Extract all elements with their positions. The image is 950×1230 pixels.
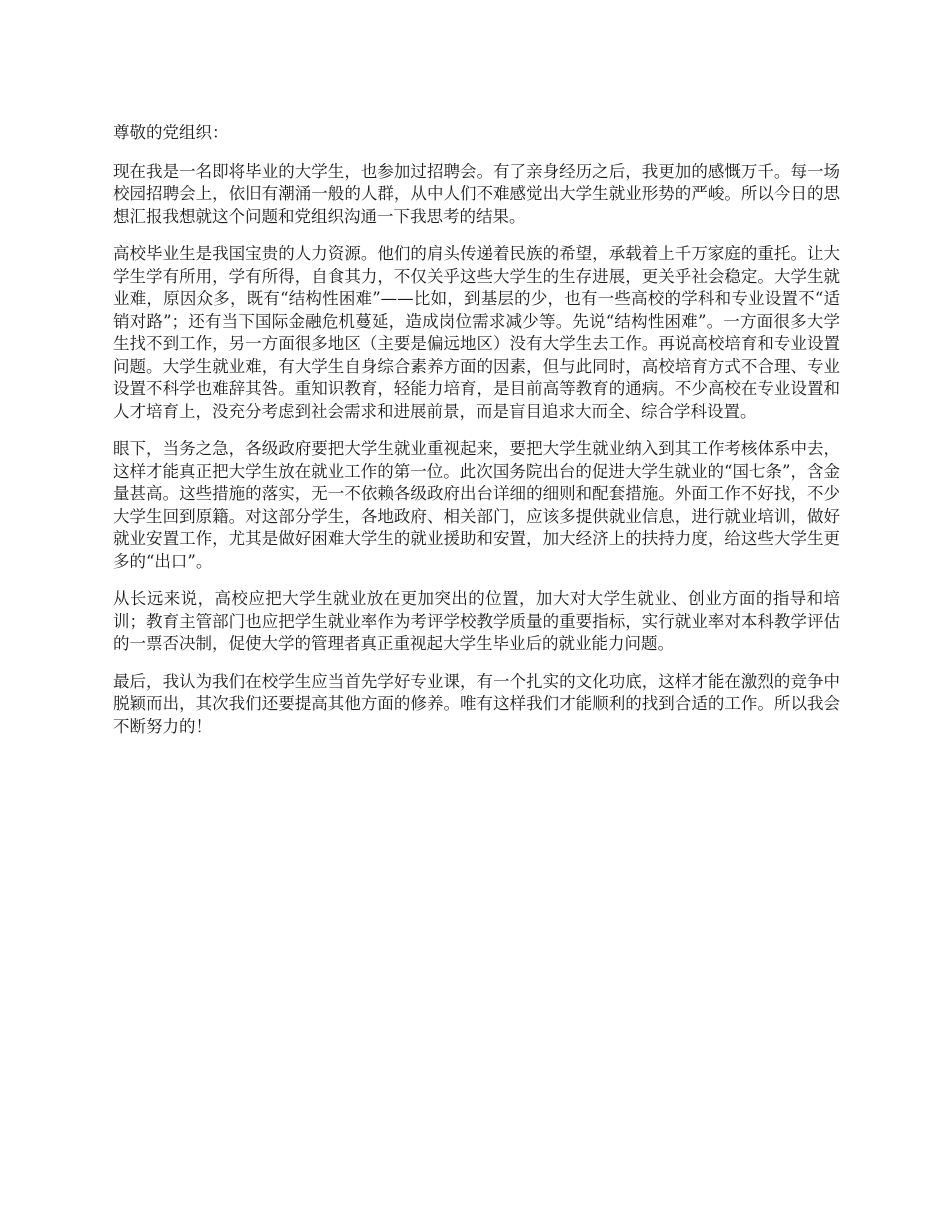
paragraph-5: 最后，我认为我们在校学生应当首先学好专业课，有一个扎实的文化功底，这样才能在激烈的竞争中脱颖而出，其次我们还要提高其他方面的修养。唯有这样我们才能顺利的找到合适的工作。所以我会不断努力的！ — [113, 671, 840, 736]
paragraph-4: 从长远来说，高校应把大学生就业放在更加突出的位置，加大对大学生就业、创业方面的指导和培训；教育主管部门也应把学生就业率作为考评学校教学质量的重要指标，实行就业率对本科教学评估的一票否决制，促使大学的管理者真正重视起大学生毕业后的就业能力问题。 — [113, 589, 840, 653]
letter-body — [113, 122, 840, 753]
paragraph-3: 眼下，当务之急，各级政府要把大学生就业重视起来，要把大学生就业纳入到其工作考核体系中去，这样才能真正把大学生放在就业工作的第一位。此次国务院出台的促进大学生就业的“国七条”，含金量甚高。这些措施的落实，无一不依赖各级政府出台详细的细则和配套措施。外面工作不好找，不少大学生回到原籍。对这部分学生，各地政府、相关部门，应该多提供就业信息，进行就业培训，做好就业安置工作，尤其是做好困难大学生的就业援助和安置，加大经济上的扶持力度，给这些大学生更多的“出口”。 — [113, 439, 840, 571]
paragraph-2: 高校毕业生是我国宝贵的人力资源。他们的肩头传递着民族的希望，承载着上千万家庭的重托。让大学生学有所用，学有所得，自食其力，不仅关乎这些大学生的生存进展，更关乎社会稳定。大学生就业难，原因众多，既有“结构性困难”——比如，到基层的少，也有一些高校的学科和专业设置不“适销对路”；还有当下国际金融危机蔓延，造成岗位需求减少等。先说“结构性困难”。一方面很多大学生找不到工作，另一方面很多地区（主要是偏远地区）没有大学生去工作。再说高校培育和专业设置问题。大学生就业难，有大学生自身综合素养方面的因素，但与此同时，高校培育方式不合理、专业设置不科学也难辞其咎。重知识教育，轻能力培育，是目前高等教育的通病。不少高校在专业设置和人才培育上，没充分考虑到社会需求和进展前景，而是盲目追求大而全、综合学科设置。 — [113, 244, 840, 421]
salutation: 尊敬的党组织： — [113, 123, 229, 142]
paragraph-1: 现在我是一名即将毕业的大学生，也参加过招聘会。有了亲身经历之后，我更加的感慨万千。每一场校园招聘会上，依旧有潮涌一般的人群，从中人们不难感觉出大学生就业形势的严峻。所以今日的思想汇报我想就这个问题和党组织沟通一下我思考的结果。 — [113, 161, 840, 226]
